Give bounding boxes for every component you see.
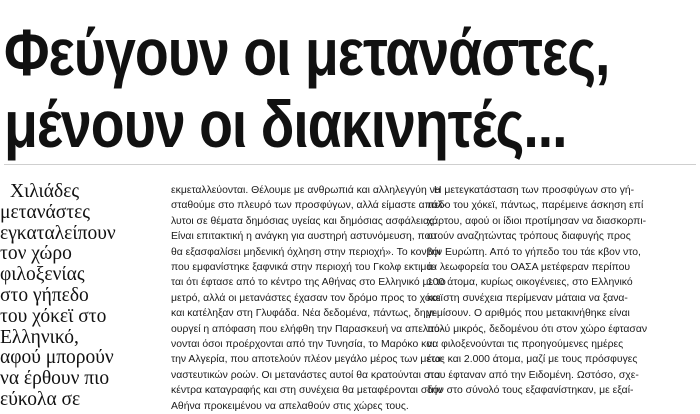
headline-line-1: Φεύγουν οι μετανάστες, [4,15,610,89]
text-line: και στη συνέχεια περίμεναν μάταια να ξανα- [427,292,628,304]
text-line: γεμίσουν. Ο αριθμός που μετακινήθηκε είναι [427,308,630,320]
divider [4,164,696,165]
headline-line-2: μένουν οι διακινητές... [4,87,567,161]
text-line: στούν αναζητώντας τρόπους διαφυγής προς [427,231,631,243]
text-line: πεδο του χόκεϊ, πάντως, παρέμεινε άσκηση επί [427,200,644,212]
article-column-2 [171,183,447,412]
text-line: λυτοι σε θέματα δημόσιας υγείας και δημόσιας ασφάλειας. [171,215,437,227]
text-line: θα εξασφαλίσει μηδενική όχληση στην περιοχή». Το κονβόι [171,246,441,258]
text-line: εκμεταλλεύονται. Θέλουμε με ανθρωπιά και αλληλεγγύη να [171,185,441,196]
text-line: να έρθουν πιο [0,368,110,390]
article-column-3 [427,183,685,404]
text-line: νονται όσοι προέρχονται από την Τυνησία, το Μαρόκο και [171,339,435,351]
text-line: που έφταναν από την Ειδομένη. Ωστόσο, σχε- [427,369,639,381]
text-line: φιλοξενίας [0,264,85,286]
lead-paragraph [0,181,138,410]
text-line: τον χώρο [0,243,72,265]
article-headline [4,15,610,161]
text-line: Ελληνικό, [0,326,79,348]
text-line: μετανάστες [0,201,90,223]
text-line: έως και 2.000 άτομα, μαζί με τους πρόσφυγες [427,354,638,366]
text-line: ται ότι έφτασε από το κέντρο της Αθήνας στο Ελληνικό με το [171,277,446,289]
text-line: τα λεωφορεία του ΟΑΣΑ μετέφεραν περίπου [427,262,631,274]
text-line: πολύ μικρός, δεδομένου ότι στον χώρο έφτασαν [427,323,648,335]
text-line: στο γήπεδο [0,284,89,306]
text-line: και κατέληξαν στη Γλυφάδα. Νέα δεδομένα, πάντως, δημι- [171,308,438,320]
text-line: που εμφανίστηκε ξαφνικά στην περιοχή του Γκολφ εκτιμά- [171,262,436,274]
text-line: μετρό, αλλά οι μετανάστες έχασαν τον δρόμο προς το χόκεϊ [171,292,443,304]
text-line: του χόκεϊ στο [0,305,107,327]
text-line: κέντρα καταγραφής και στη συνέχεια θα μεταφέρονται στην [171,385,443,397]
text-line: Αθήνα προκειμένου να απελαθούν στις χώρες τους. [171,400,409,412]
text-line: 100 άτομα, κυρίως οικογένειες, στο Ελληνικό [427,277,633,289]
text-line: εύκολα σε [0,388,81,410]
text-line: δόν στο σύνολό τους εξαφανίστηκαν, με εξαί- [427,385,634,397]
text-line: σταθούμε στο πλευρό των προσφύγων, αλλά είμαστε απόλ- [171,200,447,212]
text-line: ουργεί η απόφαση που ελήφθη την Παρασκευή να απελαύ- [171,323,444,335]
text-line: ναστευτικών ροών. Οι μετανάστες αυτοί θα κρατούνται στα [171,369,441,381]
text-line: Χιλιάδες [10,181,80,202]
text-line: την Αλγερία, που αποτελούν πλέον μεγάλο μέρος των μετα- [171,354,445,366]
text-line: Είναι επιτακτική η ανάγκη για αυστηρή αστυνόμευση, που [171,231,437,243]
text-line: εγκαταλείπουν [0,222,116,244]
text-line: Η μετεγκατάσταση των προσφύγων στο γή- [434,185,635,196]
text-line: να φιλοξενούνται τις προηγούμενες ημέρες [427,339,624,351]
text-line: χάρτου, αφού οι ίδιοι προτίμησαν να διασκορπι- [427,215,647,227]
text-line: την Ευρώπη. Από το γήπεδο του τάε κβον ντο, [427,246,641,258]
text-line: αφού μπορούν [0,347,114,369]
